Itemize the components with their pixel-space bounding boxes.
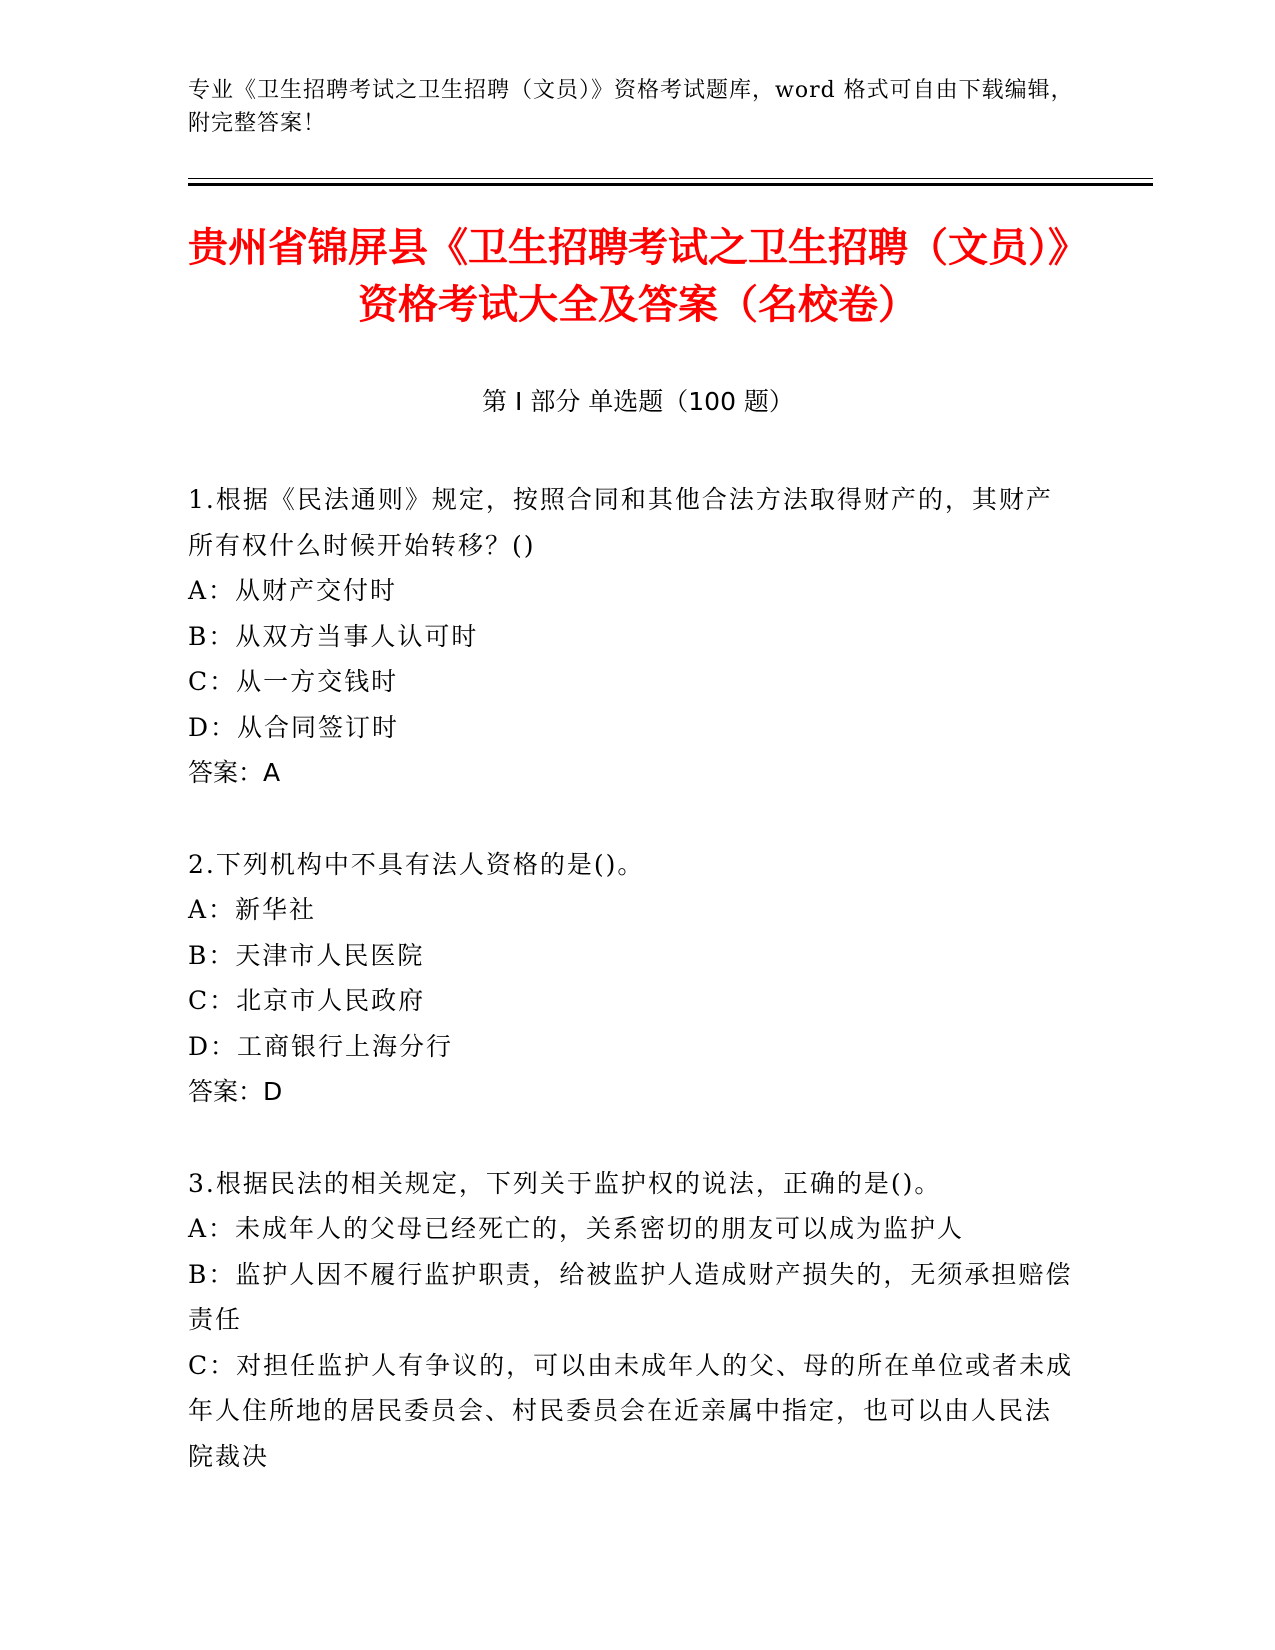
question-1 (188, 477, 1078, 796)
question-stem: 3.根据民法的相关规定，下列关于监护权的说法，正确的是()。 (188, 1168, 942, 1198)
section-heading: 第 I 部分 单选题（100 题） (482, 387, 794, 416)
answer: 答案：A (188, 758, 281, 787)
question-2 (188, 842, 1078, 1115)
option-c: C：北京市人民政府 (188, 986, 426, 1015)
option-d: D：工商银行上海分行 (188, 1031, 454, 1061)
option-a: A：从财产交付时 (188, 576, 398, 605)
option-b: B：天津市人民医院 (188, 940, 425, 970)
option-a: A：新华社 (188, 895, 317, 924)
header-rule-thick (188, 183, 1153, 186)
question-list (188, 477, 1078, 1525)
answer: 答案：D (188, 1077, 283, 1106)
option-c: C：从一方交钱时 (188, 667, 399, 696)
option-a: A：未成年人的父母已经死亡的，关系密切的朋友可以成为监护人 (188, 1214, 965, 1243)
question-stem: 1.根据《民法通则》规定，按照合同和其他合法方法取得财产的，其财产所有权什么时候开始转移？() (188, 485, 1053, 560)
document-title: 贵州省锦屏县《卫生招聘考试之卫生招聘（文员）》资格考试大全及答案（名校卷） (188, 225, 1088, 328)
option-b: B：监护人因不履行监护职责，给被监护人造成财产损失的，无须承担赔偿责任 (188, 1259, 1073, 1334)
header-note: 专业《卫生招聘考试之卫生招聘（文员）》资格考试题库，word 格式可自由下载编辑，附完整答案！ (188, 78, 1074, 136)
option-b: B：从双方当事人认可时 (188, 621, 479, 651)
question-3 (188, 1161, 1078, 1480)
header-rule-thin (188, 178, 1153, 179)
option-c: C：对担任监护人有争议的，可以由未成年人的父、母的所在单位或者未成年人住所地的居民委员会、村民委员会在近亲属中指定，也可以由人民法院裁决 (188, 1350, 1074, 1471)
question-stem: 2.下列机构中不具有法人资格的是()。 (188, 849, 645, 879)
option-d: D：从合同签订时 (188, 712, 400, 742)
